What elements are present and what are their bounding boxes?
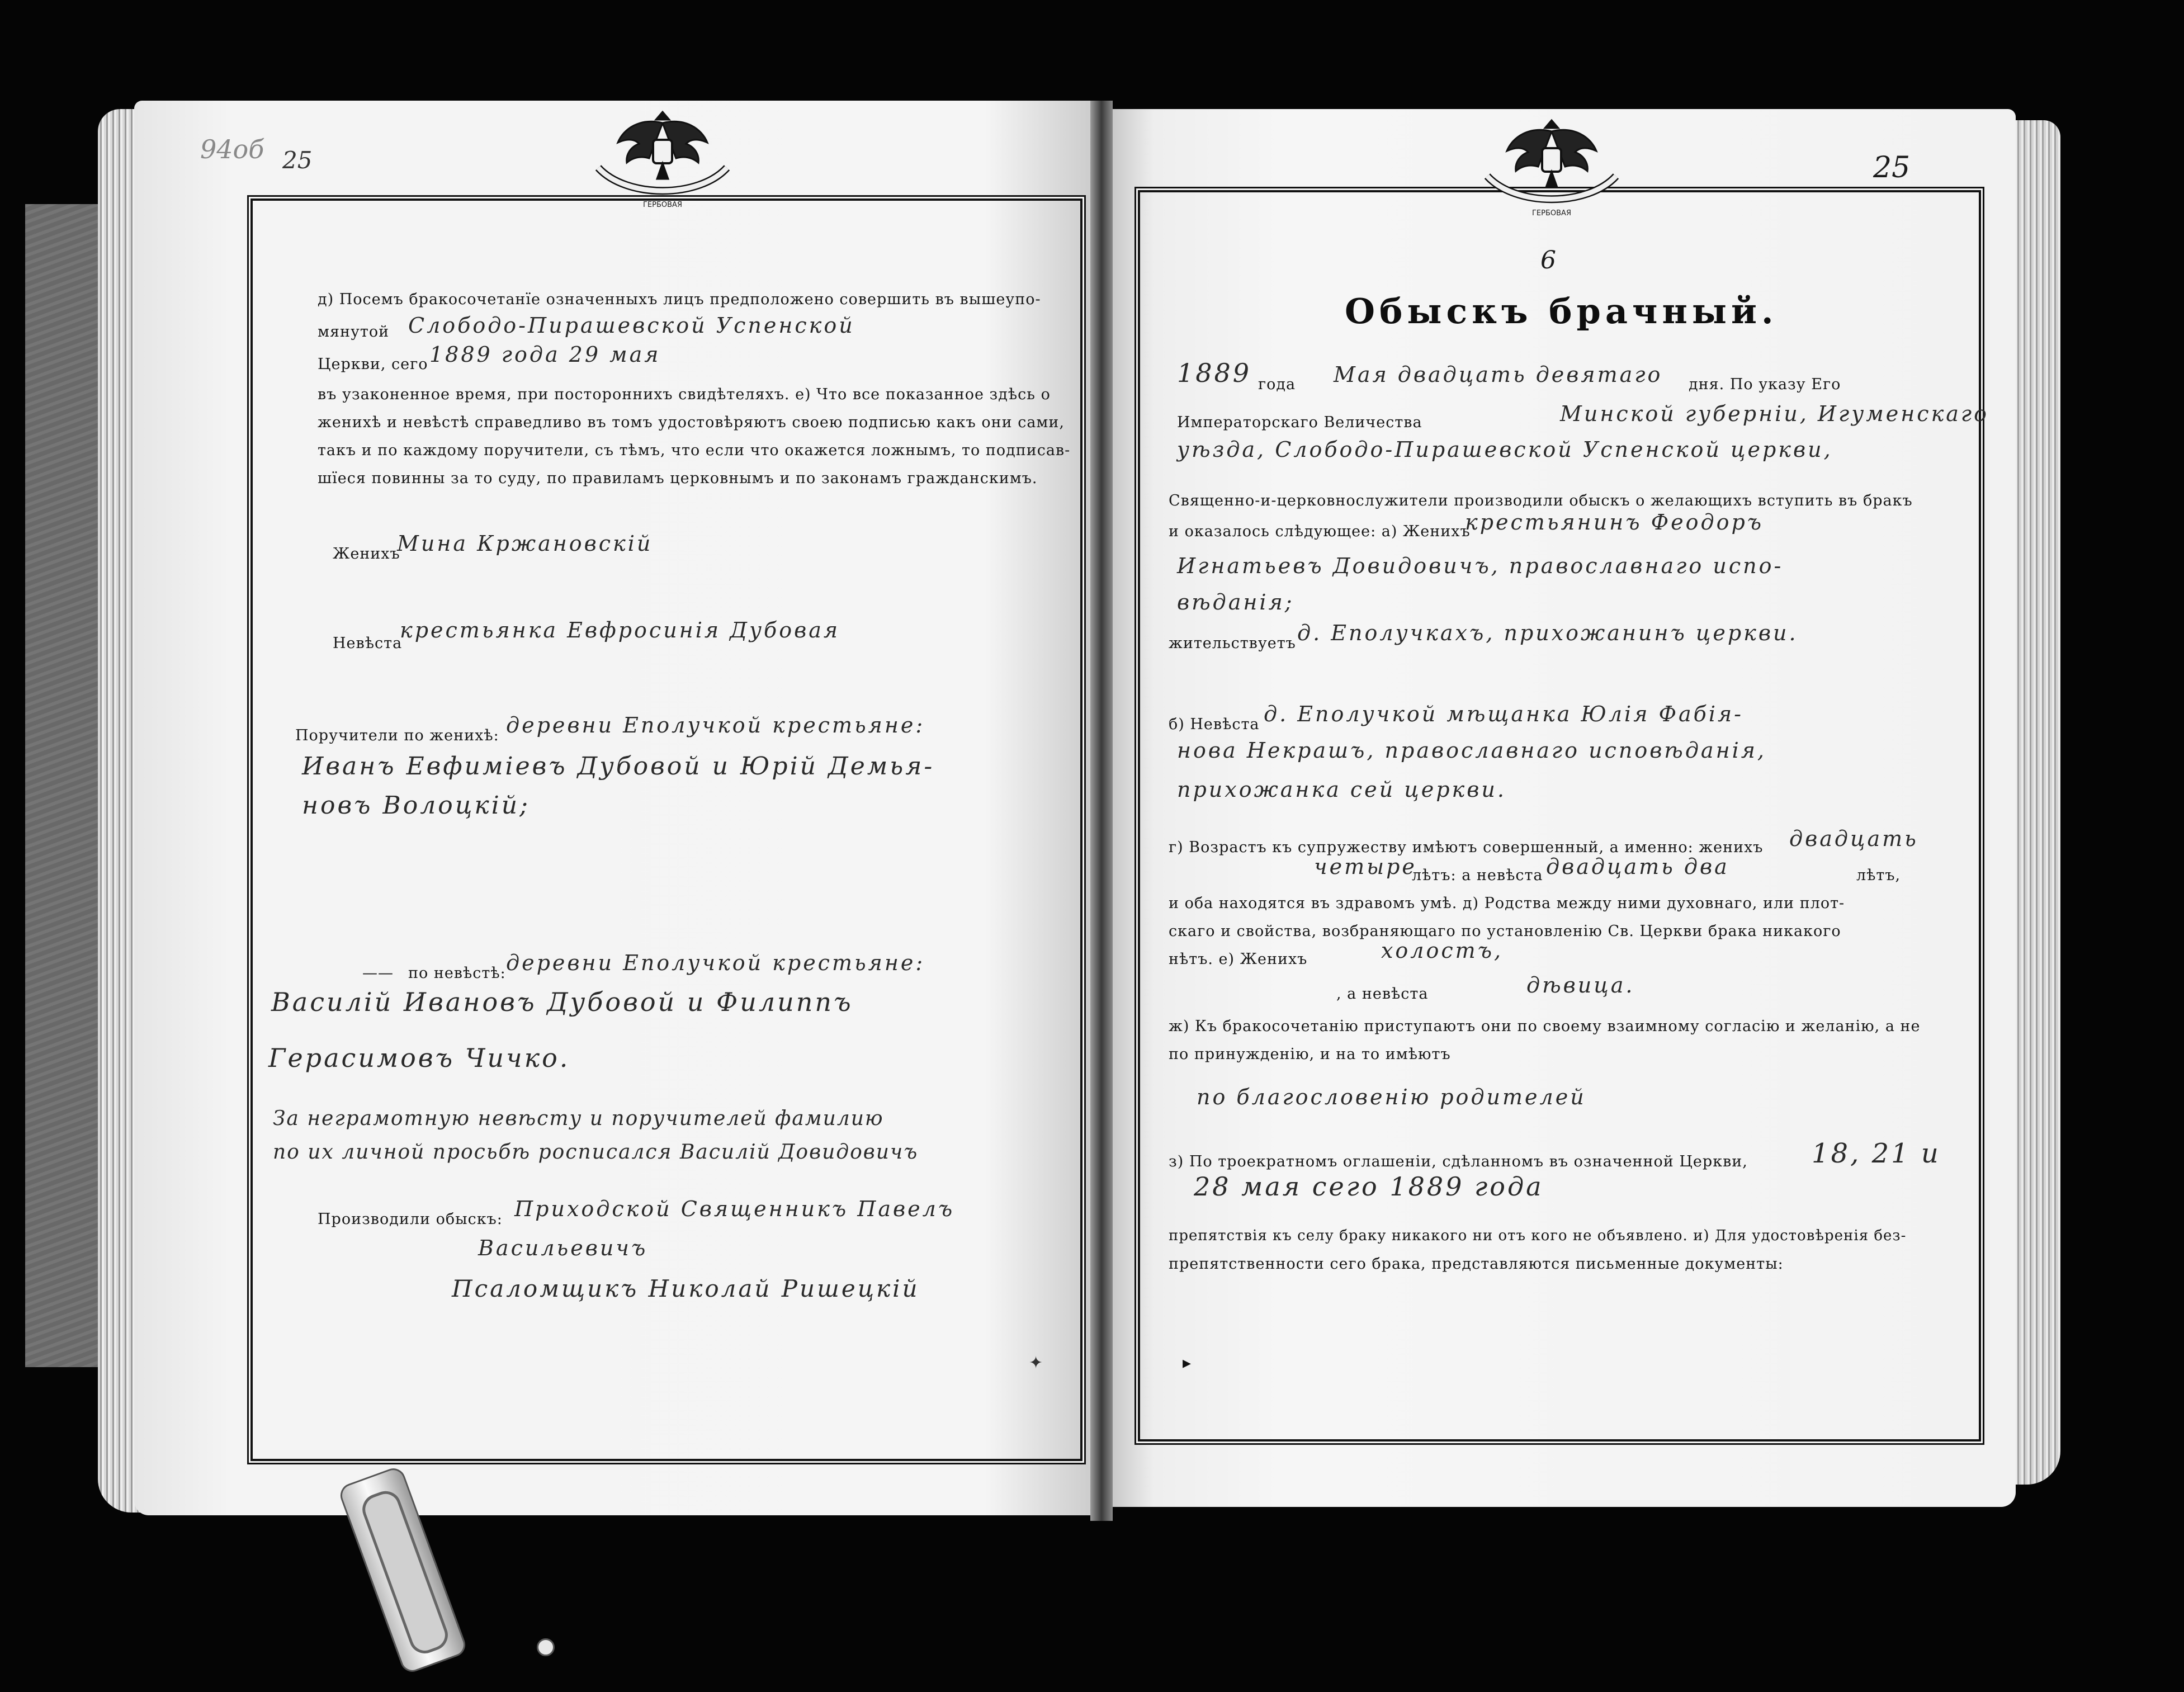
bride-handwritten: крестьянка Евфросинiя Дубовая <box>400 618 840 642</box>
svg-text:ГЕРБОВАЯ: ГЕРБОВАЯ <box>1532 209 1571 218</box>
imperial-eagle-emblem-left <box>587 101 738 212</box>
small-mark-icon: ✦ <box>1029 1353 1043 1373</box>
intro-line5-label: и оказалось слѣдующее: а) Женихъ <box>1169 523 1471 540</box>
par-d-line5: женихѣ и невѣстѣ справедливо въ томъ удостовѣряютъ своею подписью какъ они сами, <box>318 414 1065 431</box>
intro-line5-handwritten: крестьянинъ Феодоръ <box>1465 510 1764 535</box>
groom-handwritten: Мина Кржановскiй <box>397 531 653 556</box>
marital-bride-label: , а невѣста <box>1336 985 1429 1003</box>
impediment-line1: препятствiя къ селу браку никакого ни отъ кого не объявлено. и) Для удостовѣренiя без- <box>1169 1227 1907 1244</box>
bride-label: Невѣста <box>333 635 403 652</box>
illiterate-note-line2: по их личной просьбѣ росписался Василiй Довидовичъ <box>273 1141 919 1164</box>
intro-line6-handwritten: Игнатьевъ Довидовичъ, православнаго испо- <box>1177 554 1784 578</box>
right-bride-line2: нова Некрашъ, православнаго исповѣданiя, <box>1177 738 1767 763</box>
par-d-line6: такъ и по каждому поручители, съ тѣмъ, что если что окажется ложнымъ, то подписав- <box>318 442 1071 459</box>
svg-text:ГЕРБОВАЯ: ГЕРБОВАЯ <box>643 201 682 209</box>
document-title: Обыскъ брачный. <box>1345 291 1778 332</box>
right-page-number: 25 <box>1873 151 1911 185</box>
kin-line: скаго и свойства, возбраняющаго по установленiю Св. Церкви брака никакого <box>1169 923 1841 940</box>
par-d-line7: шїеся повинны за то суду, по правиламъ церковнымъ и по законамъ гражданскимъ. <box>318 470 1038 487</box>
banns-handwritten-2: 28 мая сего 1889 года <box>1194 1171 1544 1202</box>
right-bride-line3: прихожанка сей церкви. <box>1177 777 1506 802</box>
consent-handwritten: по благословенiю родителей <box>1197 1085 1586 1109</box>
intro-year-label: года <box>1258 376 1296 393</box>
guarantors-bride-label: по невѣстѣ: <box>408 965 506 982</box>
margin-note: 94об <box>200 134 264 164</box>
record-number: 6 <box>1540 246 1556 275</box>
guarantors-groom-line1: деревни Еполучкой крестьяне: <box>506 713 925 738</box>
right-bride-label: б) Невѣста <box>1169 716 1260 733</box>
illiterate-note-line1: За неграмотную невѣсту и поручителей фамилию <box>273 1107 884 1130</box>
performed-line2: Васильевичъ <box>478 1236 648 1260</box>
par-d-church-handwritten: Слободо-Пирашевской Успенской <box>408 313 855 338</box>
guarantors-bride-line3: Герасимовъ Чичко. <box>268 1043 570 1073</box>
residence-label: жительствуетъ <box>1169 635 1296 652</box>
performed-line1: Приходской Священникъ Павелъ <box>514 1197 955 1221</box>
performed-line3: Псаломщикъ Николай Ришецкiй <box>452 1275 920 1302</box>
clip-rivet <box>537 1638 555 1656</box>
groom-label: Женихъ <box>333 545 400 563</box>
par-d-line3-label: Церкви, сего <box>318 356 428 373</box>
mind-line: и оба находятся въ здравомъ умѣ. д) Родства между ними духовнаго, или плот- <box>1169 895 1845 912</box>
impediment-line2: препятственности сего брака, представляются письменные документы: <box>1169 1255 1784 1273</box>
banns-label: з) По троекратномъ оглашенiи, сдѣланномъ въ означенной Церкви, <box>1169 1153 1748 1170</box>
intro-line2-label: Императорскаго Величества <box>1177 414 1422 431</box>
par-d-line1: д) Посемъ бракосочетанїе означенныхъ лицъ предположено совершить въ вышеупо- <box>318 291 1041 308</box>
imperial-eagle-emblem-right <box>1476 109 1627 221</box>
age-groom-handwritten-2: четыре <box>1314 854 1417 879</box>
age-label-2: лѣтъ: а невѣста <box>1412 867 1543 884</box>
guarantors-bride-line2: Василiй Ивановъ Дубовой и Филиппъ <box>271 987 853 1017</box>
banns-handwritten-1: 18, 21 и <box>1812 1138 1941 1169</box>
left-page-number-mark: 25 <box>282 146 313 174</box>
par-d-line2-label: мянутой <box>318 323 390 341</box>
marital-groom-handwritten: холостъ, <box>1381 938 1504 963</box>
consent-line1: ж) Къ бракосочетанiю приступаютъ они по своему взаимному согласiю и желанiю, а не <box>1169 1018 1921 1035</box>
guarantors-bride-line1: деревни Еполучкой крестьяне: <box>506 951 925 975</box>
age-groom-handwritten: двадцать <box>1789 826 1918 851</box>
residence-handwritten: д. Еполучкахъ, прихожанинъ церкви. <box>1297 621 1798 645</box>
consent-line2: по принужденiю, и на то имѣютъ <box>1169 1046 1451 1063</box>
pointer-mark-icon: ▸ <box>1183 1353 1192 1373</box>
intro-line2-handwritten: Минской губернiи, Игуменскаго <box>1560 401 1989 426</box>
age-label: г) Возрастъ къ супружеству имѣютъ совершенный, а именно: женихъ <box>1169 839 1764 856</box>
right-bride-line1: д. Еполучкой мѣщанка Юлiя Фабiя- <box>1264 702 1743 726</box>
age-label-3: лѣтъ, <box>1856 867 1901 884</box>
intro-line3-handwritten: уѣзда, Слободо-Пирашевской Успенской церкви, <box>1177 437 1833 462</box>
intro-year-handwritten: 1889 <box>1177 358 1252 388</box>
marital-label: нѣтъ. е) Женихъ <box>1169 951 1308 968</box>
par-d-date-handwritten: 1889 года 29 мая <box>429 342 661 367</box>
age-bride-handwritten: двадцать два <box>1546 854 1729 879</box>
guarantors-groom-label: Поручители по женихѣ: <box>295 727 499 744</box>
intro-day-handwritten: Мая двадцать девятаго <box>1334 362 1663 387</box>
intro-day-label: дня. По указу Его <box>1689 376 1841 393</box>
guarantors-groom-line3: новъ Волоцкiй; <box>302 791 530 820</box>
par-d-line4: въ узаконенное время, при постороннихъ свидѣтеляхъ. е) Что все показанное здѣсь о <box>318 386 1051 403</box>
guarantors-groom-line2: Иванъ Евфимiевъ Дубовой и Юрiй Демья- <box>302 752 935 781</box>
guarantors-bride-dash: —— <box>362 965 394 982</box>
marital-bride-handwritten: дѣвица. <box>1526 973 1635 998</box>
intro-line7-handwritten: вѣданiя; <box>1177 590 1294 615</box>
performed-label: Производили обыскъ: <box>318 1211 503 1228</box>
book-gutter <box>1090 101 1113 1521</box>
intro-line4: Священно-и-церковнослужители производили обыскъ о желающихъ вступить въ бракъ <box>1169 492 1913 509</box>
